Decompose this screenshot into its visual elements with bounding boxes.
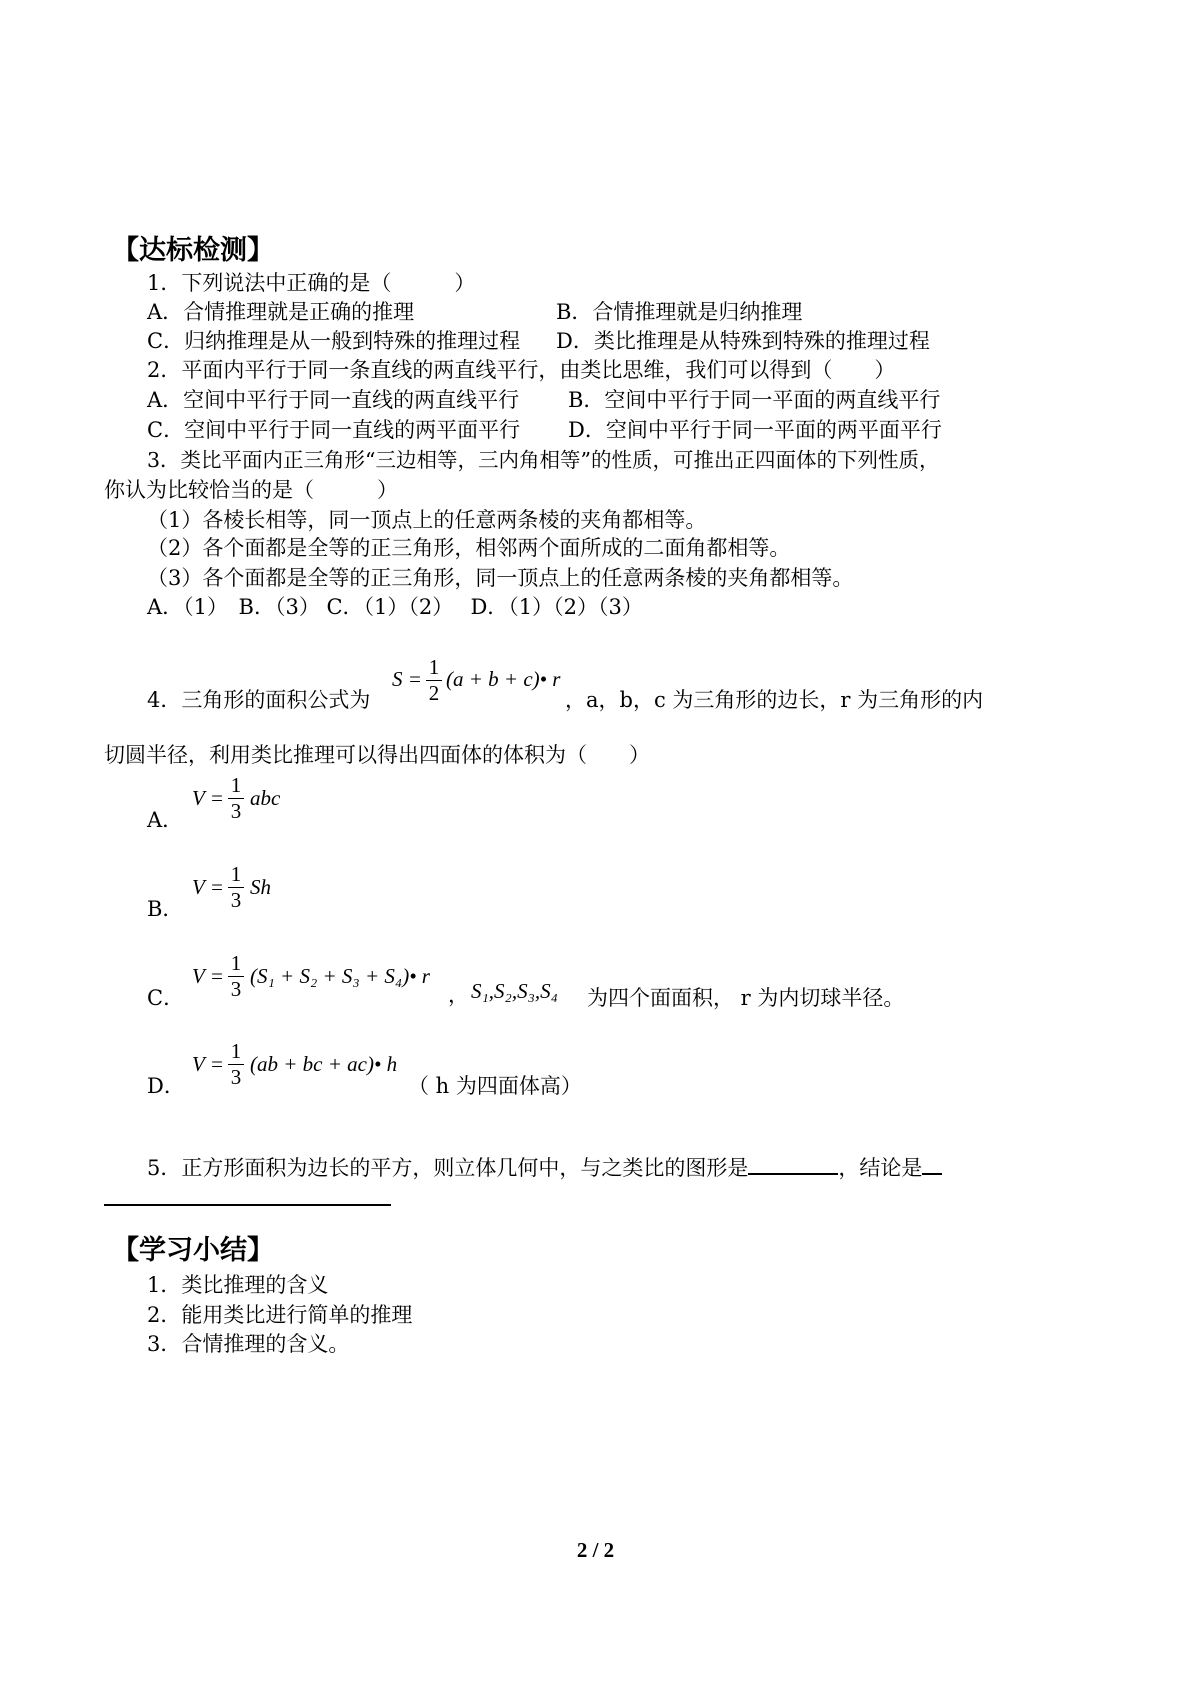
q4-stem-pre: 4．三角形的面积公式为 — [147, 688, 371, 712]
fraction-numerator: 1 — [428, 655, 440, 679]
q4-option-c-comma: ， — [448, 983, 469, 1007]
fraction-numerator: 1 — [230, 862, 242, 886]
q3-options: A．（1） B．（3） C．（1）（2） D．（1）（2）（3） — [147, 595, 643, 619]
q1-option-a: A．合情推理就是正确的推理 — [147, 300, 415, 324]
q4-formula-rhs: (a + b + c)• r — [446, 667, 561, 691]
summary-item-3: 3．合情推理的含义。 — [147, 1332, 350, 1356]
q2-option-d: D．空间中平行于同一平面的两平面平行 — [568, 418, 942, 442]
q1-stem: 1．下列说法中正确的是（ ） — [147, 271, 476, 295]
fraction-denominator: 3 — [230, 977, 242, 1001]
q4-option-d-label: D． — [147, 1074, 185, 1098]
q4-option-d-fraction — [228, 1041, 244, 1088]
q4-option-b-lhs: V = — [192, 875, 224, 899]
q1-option-b: B．合情推理就是归纳推理 — [556, 300, 803, 324]
q3-item-1: （1）各棱长相等，同一顶点上的任意两条棱的夹角都相等。 — [147, 508, 707, 532]
summary-item-2: 2．能用类比进行简单的推理 — [147, 1303, 413, 1327]
q4-option-c-label: C． — [147, 986, 185, 1010]
q4-option-a-rhs: abc — [250, 786, 281, 810]
q3-item-2: （2）各个面都是全等的正三角形，相邻两个面所成的二面角都相等。 — [147, 536, 791, 560]
q5-answer-blank-2-start[interactable] — [922, 1173, 942, 1175]
q4-option-a-lhs: V = — [192, 786, 224, 810]
q4-formula-fraction — [426, 657, 442, 704]
page-number: 2 / 2 — [576, 1538, 615, 1562]
q5-answer-blank-1[interactable] — [748, 1173, 838, 1175]
q4-option-d-lhs: V = — [192, 1052, 224, 1076]
q1-option-d: D．类比推理是从特殊到特殊的推理过程 — [556, 329, 930, 353]
q2-option-a: A．空间中平行于同一直线的两直线平行 — [147, 388, 520, 412]
q4-stem-post: ，a，b，c 为三角形的边长，r 为三角形的内 — [565, 688, 984, 712]
fraction-numerator: 1 — [230, 1039, 242, 1063]
section-title-check: 【达标检测】 — [112, 235, 274, 266]
fraction-denominator: 2 — [428, 681, 440, 705]
q4-option-c-note: 为四个面面积， r 为内切球半径。 — [587, 986, 905, 1010]
q4-option-a-fraction — [228, 775, 244, 822]
q4-stem-line2: 切圆半径，利用类比推理可以得出四面体的体积为（ ） — [104, 743, 650, 767]
fraction-denominator: 3 — [230, 799, 242, 823]
q3-stem-line2: 你认为比较恰当的是（ ） — [104, 478, 398, 502]
q4-option-d-note: （ h 为四面体高） — [408, 1074, 582, 1098]
q3-item-3: （3）各个面都是全等的正三角形，同一顶点上的任意两条棱的夹角都相等。 — [147, 566, 854, 590]
q2-stem: 2．平面内平行于同一条直线的两直线平行，由类比思维，我们可以得到（ ） — [147, 358, 896, 382]
q2-option-b: B．空间中平行于同一平面的两直线平行 — [568, 388, 941, 412]
q3-stem-line1: 3．类比平面内正三角形“三边相等，三内角相等”的性质，可推出正四面体的下列性质， — [147, 448, 940, 472]
fraction-denominator: 3 — [230, 888, 242, 912]
fraction-numerator: 1 — [230, 773, 242, 797]
q4-option-c-fraction — [228, 953, 244, 1000]
q5-answer-blank-2-continued[interactable] — [104, 1204, 391, 1206]
q4-option-c-rhs: (S₁ + S₂ + S₃ + S₄)• r — [250, 964, 430, 988]
q4-option-c-vars: S₁,S₂,S₃,S₄ — [471, 979, 558, 1003]
q1-option-c: C．归纳推理是从一般到特殊的推理过程 — [147, 329, 521, 353]
q5-text-part2: ，结论是 — [838, 1156, 923, 1180]
q5-text-part1: 5．正方形面积为边长的平方，则立体几何中，与之类比的图形是 — [147, 1156, 749, 1180]
q4-option-d-rhs: (ab + bc + ac)• h — [250, 1052, 398, 1076]
summary-item-1: 1．类比推理的含义 — [147, 1273, 329, 1297]
q4-formula-lhs: S = — [392, 667, 422, 691]
q4-option-a-label: A． — [147, 808, 184, 832]
fraction-numerator: 1 — [230, 951, 242, 975]
q4-option-b-label: B． — [147, 897, 184, 921]
q2-option-c: C．空间中平行于同一直线的两平面平行 — [147, 418, 521, 442]
q4-option-b-fraction — [228, 864, 244, 911]
q5-text — [147, 1158, 942, 1179]
q4-option-c-lhs: V = — [192, 964, 224, 988]
section-title-summary: 【学习小结】 — [112, 1235, 274, 1266]
q4-option-b-rhs: Sh — [250, 875, 271, 899]
fraction-denominator: 3 — [230, 1065, 242, 1089]
